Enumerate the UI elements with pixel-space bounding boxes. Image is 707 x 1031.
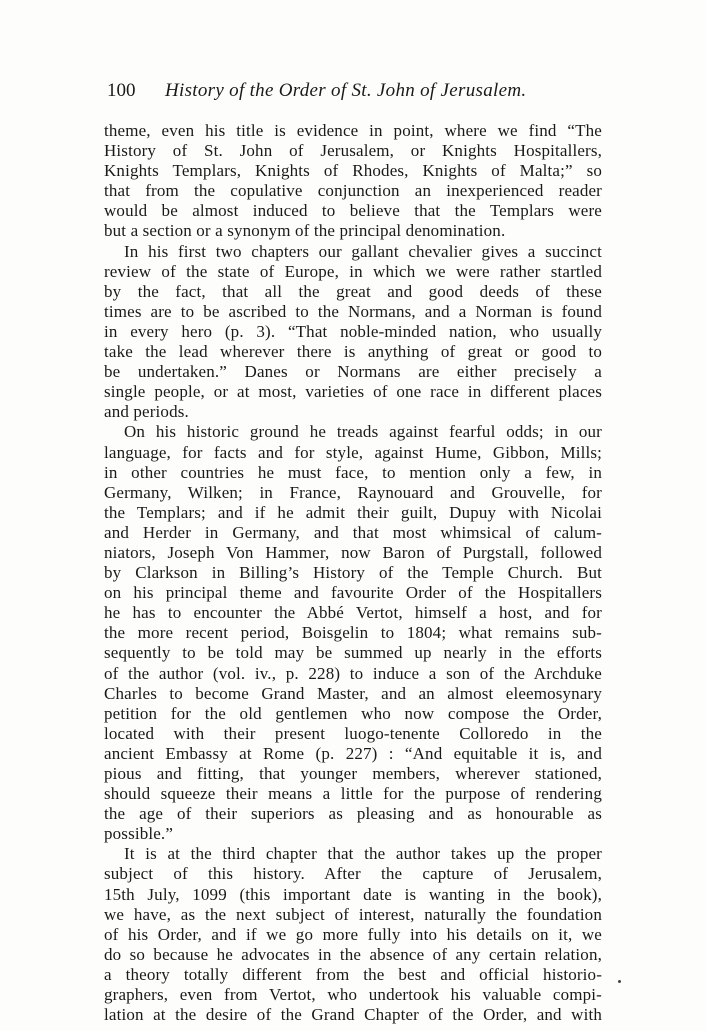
text-line: should squeeze their means a little for the purpose of rendering: [104, 784, 602, 804]
running-head: [107, 76, 607, 106]
text-line: History of St. John of Jerusalem, or Knights Hospitallers,: [104, 141, 602, 161]
header-title: History of the Order of St. John of Jerusalem.: [165, 80, 527, 101]
text-line: possible.”: [104, 824, 174, 844]
text-line: the age of their superiors as pleasing and as honourable as: [104, 804, 602, 824]
text-line: a theory totally different from the best and official historio-: [104, 964, 602, 984]
page-number: 100: [107, 80, 136, 101]
text-line: niators, Joseph Von Hammer, now Baron of Purgstall, followed: [104, 542, 602, 562]
text-line: be undertaken.” Danes or Normans are either precisely a: [104, 362, 602, 382]
body-text: [104, 121, 602, 1025]
text-line: graphers, even from Vertot, who undertook his valuable compi-: [104, 985, 602, 1005]
text-line: of his Order, and if we go more fully into his details on it, we: [104, 924, 602, 944]
text-line: Knights Templars, Knights of Rhodes, Knights of Malta;” so: [104, 161, 602, 181]
text-line: he has to encounter the Abbé Vertot, himself a host, and for: [104, 603, 602, 623]
text-line: and periods.: [104, 402, 189, 422]
text-line: we have, as the next subject of interest, naturally the foundation: [104, 904, 602, 924]
text-line: located with their present luogo-tenente Colloredo in the: [104, 723, 602, 743]
text-line: subject of this history. After the capture of Jerusalem,: [104, 864, 602, 884]
text-line: by Clarkson in Billing’s History of the Temple Church. But: [104, 563, 602, 583]
text-line: language, for facts and for style, against Hume, Gibbon, Mills;: [104, 442, 602, 462]
paragraph-3: [104, 422, 602, 844]
text-line: single people, or at most, varieties of one race in different places: [104, 382, 602, 402]
paragraph-2: [104, 242, 602, 423]
text-line: in other countries he must face, to mention only a few, in: [104, 462, 602, 482]
margin-ink-mark: [618, 980, 621, 983]
text-line: on his principal theme and favourite Order of the Hospitallers: [104, 583, 602, 603]
text-line: of the author (vol. iv., p. 228) to induce a son of the Archduke: [104, 663, 602, 683]
text-line: take the lead wherever there is anything of great or good to: [104, 342, 602, 362]
text-line: lation at the desire of the Grand Chapter of the Order, and with: [104, 1005, 602, 1025]
text-line: sequently to be told may be summed up nearly in the efforts: [104, 643, 602, 663]
text-line: would be almost induced to believe that the Templars were: [104, 201, 602, 221]
text-line: It is at the third chapter that the author takes up the proper: [124, 844, 602, 864]
text-line: review of the state of Europe, in which we were rather startled: [104, 261, 602, 281]
text-line: ancient Embassy at Rome (p. 227) : “And equitable it is, and: [104, 743, 602, 763]
text-line: times are to be ascribed to the Normans, and a Norman is found: [104, 301, 602, 321]
text-line: but a section or a synonym of the principal denomination.: [104, 221, 506, 241]
text-line: On his historic ground he treads against fearful odds; in our: [124, 422, 602, 442]
text-line: petition for the old gentlemen who now compose the Order,: [104, 703, 602, 723]
text-line: by the fact, that all the great and good deeds of these: [104, 281, 602, 301]
text-line: 15th July, 1099 (this important date is wanting in the book),: [104, 884, 602, 904]
paragraph-4: [104, 844, 602, 1025]
text-line: theme, even his title is evidence in point, where we find “The: [104, 121, 602, 140]
paragraph-1: [104, 121, 602, 242]
text-line: pious and fitting, that younger members, wherever stationed,: [104, 764, 602, 783]
text-line: in every hero (p. 3). “That noble-minded nation, who usually: [104, 321, 602, 341]
text-line: and Herder in Germany, and that most whimsical of calum-: [104, 522, 602, 542]
text-line: the more recent period, Boisgelin to 1804; what remains sub-: [104, 623, 602, 643]
text-line: the Templars; and if he admit their guilt, Dupuy with Nicolai: [104, 502, 602, 522]
text-line: Germany, Wilken; in France, Raynouard and Grouvelle, for: [104, 482, 602, 502]
text-line: In his first two chapters our gallant chevalier gives a succinct: [124, 241, 602, 261]
text-line: do so because he advocates in the absence of any certain relation,: [104, 944, 602, 964]
text-line: Charles to become Grand Master, and an almost eleemosynary: [104, 683, 602, 703]
text-line: that from the copulative conjunction an inexperienced reader: [104, 181, 602, 201]
